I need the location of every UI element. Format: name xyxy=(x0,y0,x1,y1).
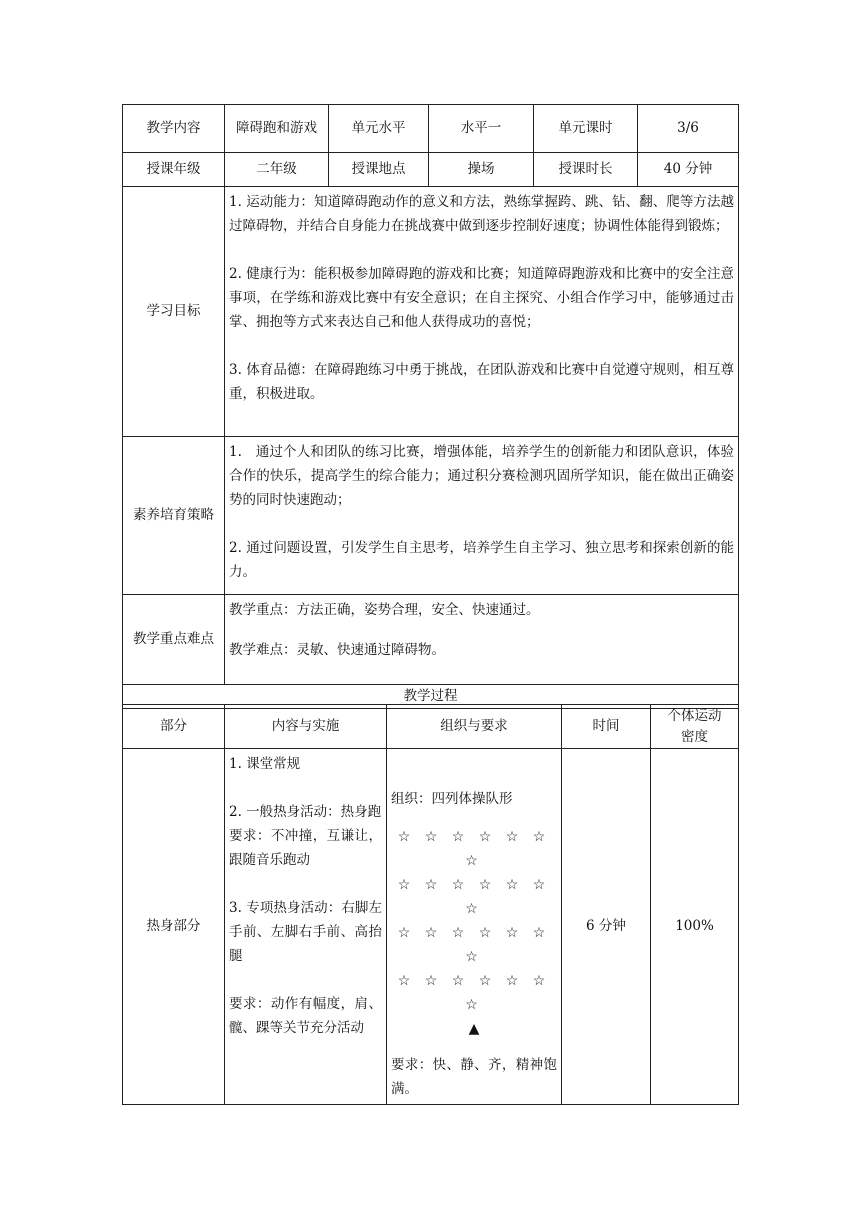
grade-value: 二年级 xyxy=(225,153,329,187)
keypoints-row xyxy=(123,595,739,685)
warmup-item: 2. 一般热身活动：热身跑 xyxy=(229,804,382,820)
warmup-item: 1. 课堂常规 xyxy=(229,756,301,772)
process-table xyxy=(122,704,739,1105)
col-header-density: 个体运动密度 xyxy=(651,705,739,749)
objectives-label: 学习目标 xyxy=(123,187,225,437)
formation-text: 组织：四列体操队形 xyxy=(391,791,513,807)
objective-item: 2. 健康行为：能积极参加障碍跑的游戏和比赛；知道障碍跑游戏和比赛中的安全注意事项，在学练和游戏比赛中有安全意识；在自主探究、小组合作学习中，能够通过击掌、拥抱等方式来表达自己和他人获得成功的喜悦； xyxy=(229,266,734,330)
header-row-2 xyxy=(123,153,739,187)
process-header-row xyxy=(123,705,739,749)
warmup-density: 100% xyxy=(651,749,739,1105)
student-row: ☆ ☆ ☆ ☆ ☆ ☆ ☆ xyxy=(397,925,551,965)
unit-level-label: 单元水平 xyxy=(329,105,429,153)
warmup-time: 6 分钟 xyxy=(562,749,651,1105)
warmup-requirement: 要求：不冲撞，互谦让，跟随音乐跑动 xyxy=(229,828,382,868)
place-value: 操场 xyxy=(429,153,534,187)
header-row-1 xyxy=(123,105,739,153)
col-header-part: 部分 xyxy=(123,705,225,749)
strategy-item: 1. 通过个人和团队的练习比赛，增强体能，培养学生的创新能力和团队意识，体验合作的快乐，提高学生的综合能力；通过积分赛检测巩固所学知识，能在做出正确姿势的同时快速跑动； xyxy=(229,444,734,508)
duration-value: 40 分钟 xyxy=(638,153,739,187)
col-header-organization: 组织与要求 xyxy=(387,705,562,749)
col-header-time: 时间 xyxy=(562,705,651,749)
student-row: ☆ ☆ ☆ ☆ ☆ ☆ ☆ xyxy=(397,829,551,869)
warmup-organization xyxy=(387,749,562,1105)
grade-label: 授课年级 xyxy=(123,153,225,187)
unit-level-value: 水平一 xyxy=(429,105,534,153)
student-row: ☆ ☆ ☆ ☆ ☆ ☆ ☆ xyxy=(397,973,551,1013)
teacher-icon: ▲ xyxy=(468,1021,480,1037)
objective-item: 1. 运动能力：知道障碍跑动作的意义和方法，熟练掌握跨、跳、钻、翻、爬等方法越过障碍物，并结合自身能力在挑战赛中做到逐步控制好速度；协调性体能得到锻炼； xyxy=(229,194,734,234)
strategy-content xyxy=(225,437,739,595)
organization-requirement: 要求：快、静、齐，精神饱满。 xyxy=(391,1057,557,1097)
difficulty-text: 教学难点：灵敏、快速通过障碍物。 xyxy=(229,642,445,658)
objectives-row xyxy=(123,187,739,437)
lesson-plan-table xyxy=(122,104,739,709)
strategy-row xyxy=(123,437,739,595)
duration-label: 授课时长 xyxy=(534,153,638,187)
content-label: 教学内容 xyxy=(123,105,225,153)
student-row: ☆ ☆ ☆ ☆ ☆ ☆ ☆ xyxy=(397,877,551,917)
place-label: 授课地点 xyxy=(329,153,429,187)
keypoints-label: 教学重点难点 xyxy=(123,595,225,685)
unit-hours-value: 3/6 xyxy=(638,105,739,153)
objectives-content xyxy=(225,187,739,437)
strategy-item: 2. 通过问题设置，引发学生自主思考，培养学生自主学习、独立思考和探索创新的能力。 xyxy=(229,540,734,580)
warmup-item: 3. 专项热身活动：右脚左手前、左脚右手前、高抬腿 xyxy=(229,900,382,964)
content-value: 障碍跑和游戏 xyxy=(225,105,329,153)
focus-text: 教学重点：方法正确，姿势合理，安全、快速通过。 xyxy=(229,602,540,618)
keypoints-content xyxy=(225,595,739,685)
warmup-requirement: 要求：动作有幅度，肩、髋、踝等关节充分活动 xyxy=(229,996,382,1036)
col-header-content: 内容与实施 xyxy=(225,705,387,749)
strategy-label: 素养培育策略 xyxy=(123,437,225,595)
warmup-content xyxy=(225,749,387,1105)
objective-item: 3. 体育品德：在障碍跑练习中勇于挑战，在团队游戏和比赛中自觉遵守规则，相互尊重，积极进取。 xyxy=(229,362,734,402)
process-title: 教学过程 xyxy=(123,685,739,709)
unit-hours-label: 单元课时 xyxy=(534,105,638,153)
warmup-part: 热身部分 xyxy=(123,749,225,1105)
warmup-row xyxy=(123,749,739,1105)
